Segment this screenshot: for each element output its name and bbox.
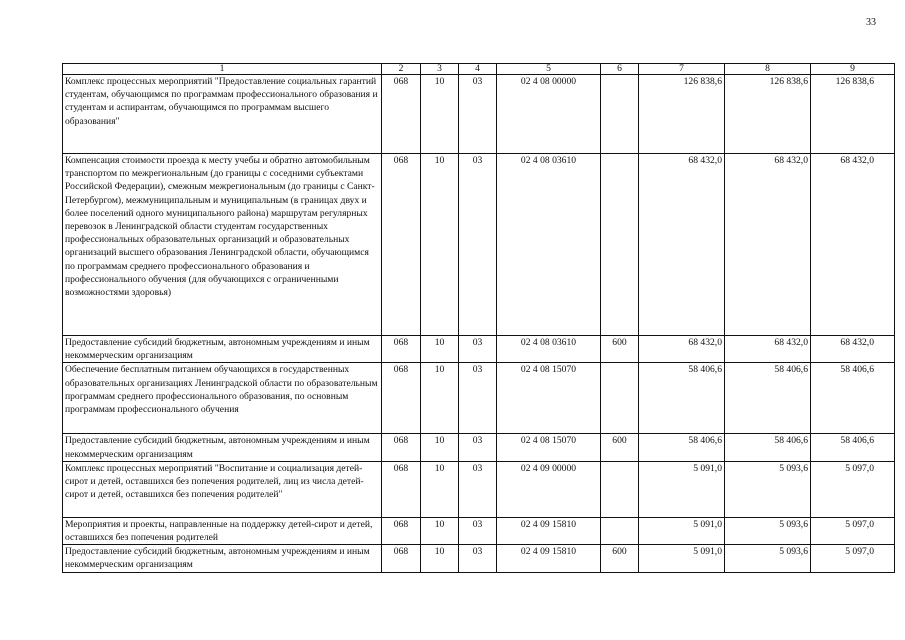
row-section: 10 [421,517,459,544]
row-amount-year1: 68 432,0 [639,336,725,363]
row-amount-year1: 126 838,6 [639,75,725,154]
row-amount-year2: 68 432,0 [725,336,811,363]
row-expense-type: 600 [601,336,639,363]
row-name: Предоставление субсидий бюджетным, автономным учреждениям и иным некоммерческим организациям [63,545,382,572]
row-subsection: 03 [459,75,497,154]
budget-table [62,63,895,573]
row-admin-code: 068 [382,461,421,517]
table-row [63,336,895,363]
row-name: Комплекс процессных мероприятий "Воспитание и социализация детей-сирот и детей, оставшихся без попечения родителей, лиц из числа детей-сирот и детей, оставшихся без попечения родителей" [63,461,382,517]
row-amount-year1: 58 406,6 [639,363,725,434]
row-amount-year2: 5 093,6 [725,461,811,517]
row-expense-type [601,517,639,544]
row-target-article: 02 4 09 15810 [497,517,601,544]
row-admin-code: 068 [382,363,421,434]
row-amount-year3: 126 838,6 [811,75,895,154]
header-col-1: 1 [63,64,382,75]
row-subsection: 03 [459,545,497,572]
row-amount-year3: 5 097,0 [811,461,895,517]
row-section: 10 [421,363,459,434]
row-amount-year1: 5 091,0 [639,461,725,517]
row-amount-year3: 5 097,0 [811,517,895,544]
row-section: 10 [421,545,459,572]
row-name: Предоставление субсидий бюджетным, автономным учреждениям и иным некоммерческим организациям [63,336,382,363]
row-section: 10 [421,434,459,461]
row-amount-year1: 68 432,0 [639,154,725,336]
row-amount-year2: 5 093,6 [725,545,811,572]
row-target-article: 02 4 08 15070 [497,363,601,434]
row-amount-year1: 58 406,6 [639,434,725,461]
row-target-article: 02 4 08 03610 [497,154,601,336]
header-col-7: 7 [639,64,725,75]
row-admin-code: 068 [382,154,421,336]
row-expense-type [601,461,639,517]
page-number: 33 [866,17,876,28]
row-expense-type [601,154,639,336]
header-col-2: 2 [382,64,421,75]
header-col-8: 8 [725,64,811,75]
row-amount-year3: 68 432,0 [811,336,895,363]
header-col-4: 4 [459,64,497,75]
row-amount-year3: 68 432,0 [811,154,895,336]
header-col-9: 9 [811,64,895,75]
row-expense-type [601,363,639,434]
row-target-article: 02 4 09 15810 [497,545,601,572]
row-name: Предоставление субсидий бюджетным, автономным учреждениям и иным некоммерческим организациям [63,434,382,461]
table-row [63,517,895,544]
row-amount-year2: 58 406,6 [725,363,811,434]
row-subsection: 03 [459,434,497,461]
row-subsection: 03 [459,154,497,336]
row-amount-year1: 5 091,0 [639,517,725,544]
row-amount-year1: 5 091,0 [639,545,725,572]
row-name: Комплекс процессных мероприятий "Предоставление социальных гарантий студентам, обучающимся по программам профессионального образования и студентам и аспирантам, обучающимся по программам высшего образования" [63,75,382,154]
row-subsection: 03 [459,363,497,434]
row-name: Мероприятия и проекты, направленные на поддержку детей-сирот и детей, оставшихся без попечения родителей [63,517,382,544]
table-row [63,434,895,461]
row-expense-type [601,75,639,154]
row-subsection: 03 [459,336,497,363]
table-row [63,461,895,517]
row-amount-year2: 126 838,6 [725,75,811,154]
row-section: 10 [421,461,459,517]
row-admin-code: 068 [382,545,421,572]
row-amount-year3: 5 097,0 [811,545,895,572]
table-row [63,363,895,434]
row-name: Компенсация стоимости проезда к месту учебы и обратно автомобильным транспортом по межрегиональным (до границы с соседними субъектами Российской Федерации), смежным межрегиональным (до границы с Санкт-Петербургом), межмуниципальным и муниципальным (в границах двух и более поселений одного муниципального района) маршрутам регулярных перевозок в Ленинградской области студентам государственных профессиональных образовательных организаций и образовательных организаций высшего образования Ленинградской области, обучающимся по программам среднего профессионального образования и профессионального обучения (для обучающихся с ограниченными возможностями здоровья) [63,154,382,336]
row-target-article: 02 4 08 03610 [497,336,601,363]
row-subsection: 03 [459,517,497,544]
row-amount-year2: 68 432,0 [725,154,811,336]
row-admin-code: 068 [382,517,421,544]
header-col-5: 5 [497,64,601,75]
row-section: 10 [421,336,459,363]
row-name: Обеспечение бесплатным питанием обучающихся в государственных образовательных организациях Ленинградской области по образовательным программам среднего профессионального образования, по основным программам профессионального обучения [63,363,382,434]
row-expense-type: 600 [601,434,639,461]
row-admin-code: 068 [382,336,421,363]
row-target-article: 02 4 08 00000 [497,75,601,154]
row-admin-code: 068 [382,434,421,461]
row-section: 10 [421,154,459,336]
row-admin-code: 068 [382,75,421,154]
row-amount-year3: 58 406,6 [811,363,895,434]
row-target-article: 02 4 09 00000 [497,461,601,517]
row-expense-type: 600 [601,545,639,572]
row-amount-year2: 58 406,6 [725,434,811,461]
row-target-article: 02 4 08 15070 [497,434,601,461]
table-row [63,154,895,336]
row-amount-year3: 58 406,6 [811,434,895,461]
row-amount-year2: 5 093,6 [725,517,811,544]
table-row [63,545,895,572]
header-col-6: 6 [601,64,639,75]
header-col-3: 3 [421,64,459,75]
header-row [63,64,895,75]
row-section: 10 [421,75,459,154]
row-subsection: 03 [459,461,497,517]
table-row [63,75,895,154]
